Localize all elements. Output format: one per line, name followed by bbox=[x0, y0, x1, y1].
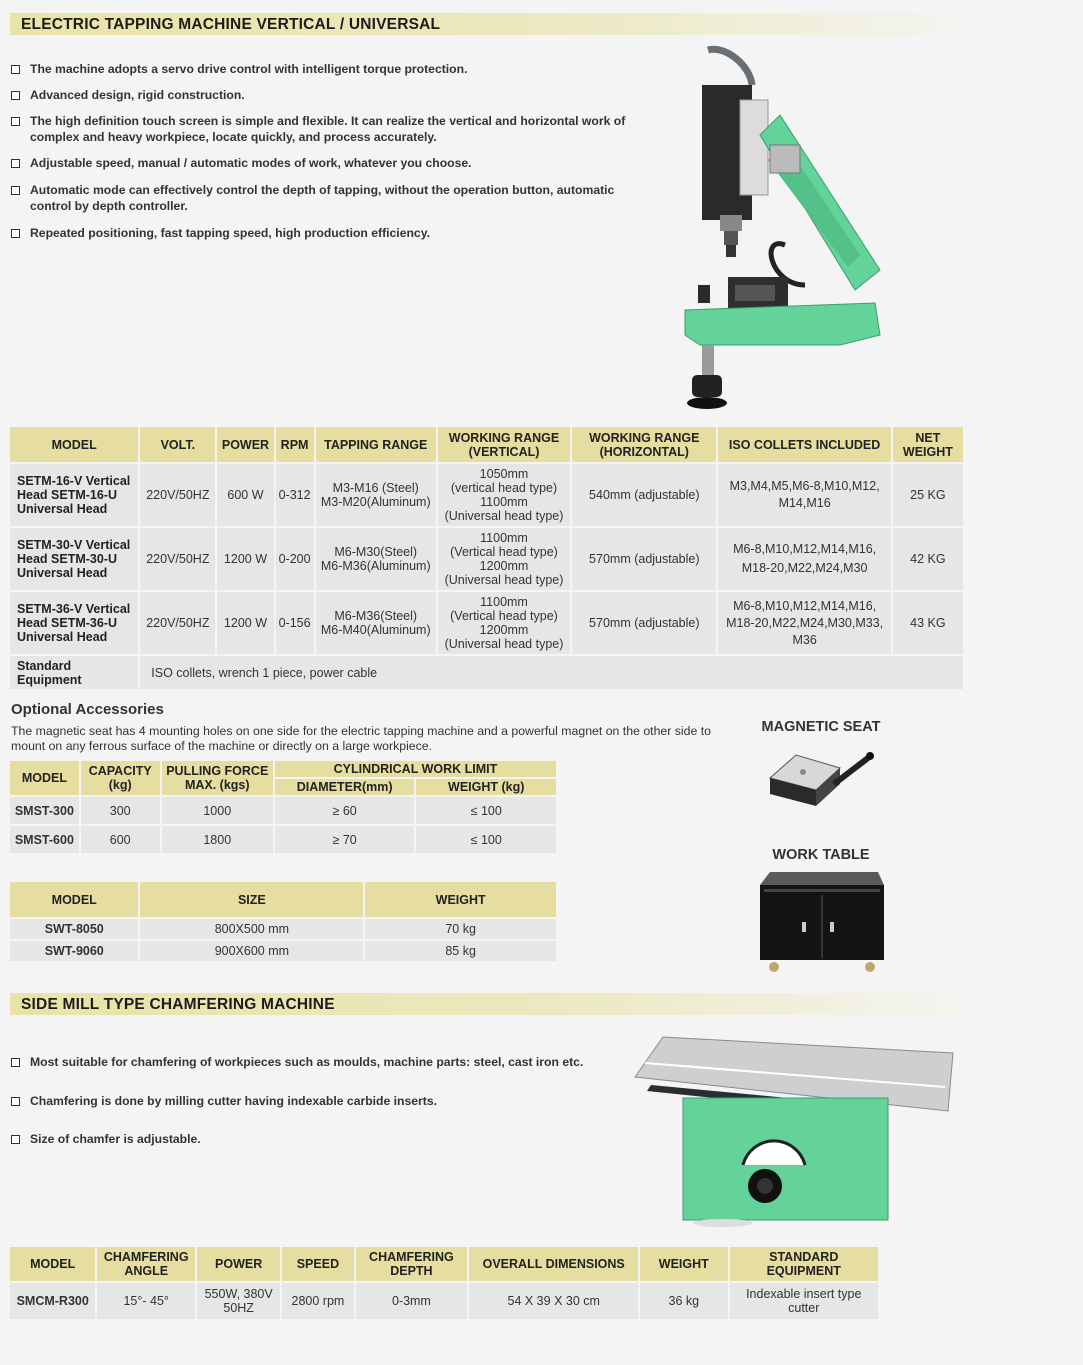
col-power: POWER bbox=[217, 427, 273, 462]
section-title-tapping: ELECTRIC TAPPING MACHINE VERTICAL / UNIVERSAL bbox=[21, 16, 441, 33]
capacity-cell: 300 bbox=[81, 797, 160, 824]
feature-item: The machine adopts a servo drive control with intelligent torque protection. bbox=[11, 61, 656, 77]
col-model: MODEL bbox=[10, 1247, 95, 1281]
col-model: MODEL bbox=[10, 882, 138, 917]
vertical-line: 1200mm bbox=[479, 623, 529, 637]
seat-model-cell: SMST-300 bbox=[10, 797, 79, 824]
vertical-line: 1200mm bbox=[479, 559, 529, 573]
feature-item: Size of chamfer is adjustable. bbox=[11, 1131, 631, 1147]
col-overall-dimensions: OVERALL DIMENSIONS bbox=[469, 1247, 638, 1281]
power-cell: 550W, 380V 50HZ bbox=[197, 1283, 280, 1319]
speed-cell: 2800 rpm bbox=[282, 1283, 353, 1319]
collets-line: M18-20,M22,M24,M30 bbox=[741, 561, 868, 575]
feature-item: Advanced design, rigid construction. bbox=[11, 87, 656, 103]
tapping-range-cell bbox=[316, 528, 436, 590]
tapping-line: M6-M30(Steel) bbox=[334, 545, 418, 559]
seat-weight-cell: ≤ 100 bbox=[416, 797, 556, 824]
dimensions-cell: 54 X 39 X 30 cm bbox=[469, 1283, 638, 1319]
tapping-line: M3-M20(Aluminum) bbox=[320, 495, 431, 509]
table-row bbox=[10, 826, 556, 853]
col-model: MODEL bbox=[10, 427, 138, 462]
tapping-spec-table bbox=[8, 425, 965, 691]
vertical-line: 1100mm bbox=[480, 595, 528, 609]
model-cell: SETM-16-V Vertical Head SETM-16-U Universal Head bbox=[10, 464, 138, 526]
diameter-cell: ≥ 60 bbox=[275, 797, 415, 824]
vertical-range-cell bbox=[438, 592, 570, 654]
col-chamfering-angle: CHAMFERING ANGLE bbox=[97, 1247, 195, 1281]
seat-weight-cell: ≤ 100 bbox=[416, 826, 556, 853]
power-cell: 600 W bbox=[217, 464, 273, 526]
col-net-weight: NET WEIGHT bbox=[893, 427, 963, 462]
volt-cell: 220V/50HZ bbox=[140, 592, 215, 654]
vertical-line: (Universal head type) bbox=[444, 637, 564, 651]
tapping-feature-list bbox=[11, 61, 656, 241]
tapping-machine-image bbox=[680, 45, 890, 415]
standard-label: Standard Equipment bbox=[10, 656, 138, 689]
feature-item: The high definition touch screen is simple and flexible. It can realize the vertical and horizontal work of complex and heavy workpiece, locate quickly, and process accurately. bbox=[11, 113, 656, 145]
table-row bbox=[10, 528, 963, 590]
volt-cell: 220V/50HZ bbox=[140, 464, 215, 526]
vertical-line: 1100mm bbox=[480, 495, 528, 509]
weight-cell: 42 KG bbox=[893, 528, 963, 590]
collets-line: M18-20,M22,M24,M30,M33, bbox=[726, 615, 884, 630]
volt-cell: 220V/50HZ bbox=[140, 528, 215, 590]
col-working-vertical: WORKING RANGE (VERTICAL) bbox=[438, 427, 570, 462]
size-cell: 900X600 mm bbox=[140, 941, 363, 961]
vertical-line: 1100mm bbox=[480, 531, 528, 545]
capacity-cell: 600 bbox=[81, 826, 160, 853]
vertical-line: (Universal head type) bbox=[444, 509, 564, 523]
magnetic-seat-label: MAGNETIC SEAT bbox=[761, 719, 881, 735]
vertical-line: (Vertical head type) bbox=[450, 609, 558, 623]
chamfering-machine-image bbox=[633, 1025, 955, 1230]
collets-cell bbox=[718, 592, 890, 654]
col-standard-equipment: STANDARD EQUIPMENT bbox=[730, 1247, 878, 1281]
pulling-force-cell: 1800 bbox=[162, 826, 273, 853]
col-model: MODEL bbox=[10, 761, 79, 795]
vertical-line: (vertical head type) bbox=[450, 481, 558, 495]
col-size: SIZE bbox=[140, 882, 363, 917]
work-table-spec-table bbox=[8, 880, 558, 963]
power-cell: 1200 W bbox=[217, 528, 273, 590]
horizontal-range-cell: 540mm (adjustable) bbox=[572, 464, 716, 526]
col-weight: WEIGHT bbox=[365, 882, 556, 917]
collets-line: M14,M16 bbox=[778, 496, 831, 510]
work-table-label: WORK TABLE bbox=[772, 847, 870, 863]
chamfering-spec-table bbox=[8, 1245, 880, 1321]
work-table-image bbox=[760, 870, 885, 975]
col-rpm: RPM bbox=[276, 427, 314, 462]
accessories-description: The magnetic seat has 4 mounting holes on one side for the electric tapping machine and a powerful magnet on the other side to mount on any ferrous surface of the machine or directly on a large workpiece. bbox=[11, 724, 711, 753]
magnetic-seat-table bbox=[8, 759, 558, 855]
weight-cell: 25 KG bbox=[893, 464, 963, 526]
model-cell: SETM-36-V Vertical Head SETM-36-U Universal Head bbox=[10, 592, 138, 654]
collets-line: M6-8,M10,M12,M14,M16, bbox=[733, 598, 877, 613]
tapping-line: M6-M36(Aluminum) bbox=[320, 559, 431, 573]
weight-cell: 85 kg bbox=[365, 941, 556, 961]
col-volt: VOLT. bbox=[140, 427, 215, 462]
accessories-title: Optional Accessories bbox=[11, 701, 164, 718]
vertical-line: (Universal head type) bbox=[444, 573, 564, 587]
rpm-cell: 0-156 bbox=[276, 592, 314, 654]
collets-cell bbox=[718, 464, 890, 526]
collets-cell bbox=[718, 528, 890, 590]
feature-item: Chamfering is done by milling cutter having indexable carbide inserts. bbox=[11, 1093, 631, 1109]
weight-cell: 36 kg bbox=[640, 1283, 727, 1319]
weight-cell: 70 kg bbox=[365, 919, 556, 939]
tapping-range-cell bbox=[316, 592, 436, 654]
depth-cell: 0-3mm bbox=[356, 1283, 468, 1319]
col-seat-weight: WEIGHT (kg) bbox=[416, 779, 556, 795]
table-row bbox=[10, 797, 556, 824]
col-weight: WEIGHT bbox=[640, 1247, 727, 1281]
tapping-range-cell bbox=[316, 464, 436, 526]
horizontal-range-cell: 570mm (adjustable) bbox=[572, 528, 716, 590]
col-working-horizontal: WORKING RANGE (HORIZONTAL) bbox=[572, 427, 716, 462]
col-tapping-range: TAPPING RANGE bbox=[316, 427, 436, 462]
chamfer-model-cell: SMCM-R300 bbox=[10, 1283, 95, 1319]
feature-item: Most suitable for chamfering of workpieces such as moulds, machine parts: steel, cast iron etc. bbox=[11, 1054, 631, 1070]
rpm-cell: 0-312 bbox=[276, 464, 314, 526]
table-row bbox=[10, 464, 963, 526]
collets-line: M3,M4,M5,M6-8,M10,M12, bbox=[729, 479, 880, 493]
model-cell: SETM-30-V Vertical Head SETM-30-U Universal Head bbox=[10, 528, 138, 590]
collets-line: M6-8,M10,M12,M14,M16, bbox=[733, 542, 877, 556]
vertical-range-cell bbox=[438, 464, 570, 526]
power-cell: 1200 W bbox=[217, 592, 273, 654]
collets-line: M36 bbox=[792, 632, 817, 647]
table-row bbox=[10, 656, 963, 689]
table-row bbox=[10, 1283, 878, 1319]
table-row bbox=[10, 941, 556, 961]
weight-cell: 43 KG bbox=[893, 592, 963, 654]
feature-item: Adjustable speed, manual / automatic modes of work, whatever you choose. bbox=[11, 155, 656, 171]
tapping-line: M3-M16 (Steel) bbox=[332, 481, 419, 495]
chamfering-feature-list bbox=[11, 1054, 631, 1147]
col-diameter: DIAMETER(mm) bbox=[275, 779, 415, 795]
equipment-cell: Indexable insert type cutter bbox=[730, 1283, 878, 1319]
tapping-line: M6-M40(Aluminum) bbox=[320, 623, 431, 637]
tapping-line: M6-M36(Steel) bbox=[334, 609, 418, 623]
feature-item: Automatic mode can effectively control the depth of tapping, without the operation button, automatic control by depth controller. bbox=[11, 182, 656, 214]
rpm-cell: 0-200 bbox=[276, 528, 314, 590]
col-speed: SPEED bbox=[282, 1247, 353, 1281]
feature-item: Repeated positioning, fast tapping speed, high production efficiency. bbox=[11, 225, 656, 241]
magnetic-seat-image bbox=[768, 750, 878, 810]
seat-model-cell: SMST-600 bbox=[10, 826, 79, 853]
col-iso-collets: ISO COLLETS INCLUDED bbox=[718, 427, 890, 462]
col-capacity: CAPACITY (kg) bbox=[81, 761, 160, 795]
section-title-chamfering: SIDE MILL TYPE CHAMFERING MACHINE bbox=[21, 996, 335, 1013]
col-power: POWER bbox=[197, 1247, 280, 1281]
vertical-line: 1050mm bbox=[479, 467, 529, 481]
table-model-cell: SWT-8050 bbox=[10, 919, 138, 939]
vertical-line: (Vertical head type) bbox=[450, 545, 558, 559]
vertical-range-cell bbox=[438, 528, 570, 590]
pulling-force-cell: 1000 bbox=[162, 797, 273, 824]
horizontal-range-cell: 570mm (adjustable) bbox=[572, 592, 716, 654]
col-cylindrical-limit: CYLINDRICAL WORK LIMIT bbox=[275, 761, 556, 777]
col-chamfering-depth: CHAMFERING DEPTH bbox=[356, 1247, 468, 1281]
table-row bbox=[10, 592, 963, 654]
angle-cell: 15°- 45° bbox=[97, 1283, 195, 1319]
size-cell: 800X500 mm bbox=[140, 919, 363, 939]
standard-value: ISO collets, wrench 1 piece, power cable bbox=[140, 656, 963, 689]
table-model-cell: SWT-9060 bbox=[10, 941, 138, 961]
diameter-cell: ≥ 70 bbox=[275, 826, 415, 853]
table-row bbox=[10, 919, 556, 939]
col-pulling-force: PULLING FORCE MAX. (kgs) bbox=[162, 761, 273, 795]
